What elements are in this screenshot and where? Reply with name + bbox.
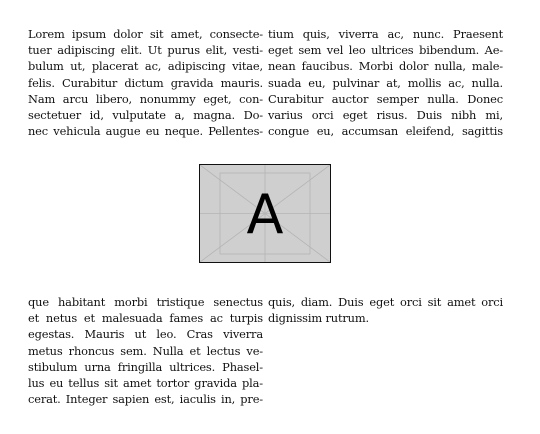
top-right-column [268, 26, 503, 139]
text-line: Nam arcu libero, nonummy eget, con- [28, 91, 263, 106]
text-line: lus eu tellus sit amet tortor gravida pla- [28, 375, 263, 390]
figure-placeholder-letter: A [246, 183, 284, 246]
text-line: que habitant morbi tristique senectus [28, 295, 263, 309]
text-line: nean faucibus. Morbi dolor nulla, male- [268, 59, 503, 74]
placeholder-image [200, 165, 330, 262]
bottom-left-column [28, 294, 263, 407]
text-line: varius orci eget risus. Duis nibh mi, [268, 107, 503, 122]
text-line: cerat. Integer sapien est, iaculis in, pre- [28, 392, 263, 407]
text-line: egestas. Mauris ut leo. Cras viverra [28, 327, 263, 342]
text-line: stibulum urna fringilla ultrices. Phasel- [28, 359, 263, 374]
text-line: quis, diam. Duis eget orci sit amet orci [268, 295, 503, 309]
placeholder-figure [199, 164, 331, 263]
text-line: felis. Curabitur dictum gravida mauris. [28, 75, 263, 90]
text-line: sectetuer id, vulputate a, magna. Do- [28, 107, 263, 122]
text-line: metus rhoncus sem. Nulla et lectus ve- [28, 343, 263, 358]
text-line: et netus et malesuada fames ac turpis [28, 311, 263, 326]
text-line: tium quis, viverra ac, nunc. Praesent [268, 27, 503, 41]
text-line: eget sem vel leo ultrices bibendum. Ae- [268, 43, 503, 58]
text-line: nec vehicula augue eu neque. Pellentes- [28, 124, 263, 139]
text-line: tuer adipiscing elit. Ut purus elit, vesti- [28, 43, 263, 58]
text-line: bulum ut, placerat ac, adipiscing vitae, [28, 59, 263, 74]
text-line: dignissim rutrum. [268, 311, 369, 326]
text-line: Lorem ipsum dolor sit amet, consecte- [28, 27, 263, 41]
top-left-column [28, 26, 263, 139]
text-line: Curabitur auctor semper nulla. Donec [268, 91, 503, 106]
text-line: suada eu, pulvinar at, mollis ac, nulla. [268, 75, 503, 90]
bottom-right-column [268, 294, 503, 326]
text-line: congue eu, accumsan eleifend, sagittis [268, 124, 503, 139]
